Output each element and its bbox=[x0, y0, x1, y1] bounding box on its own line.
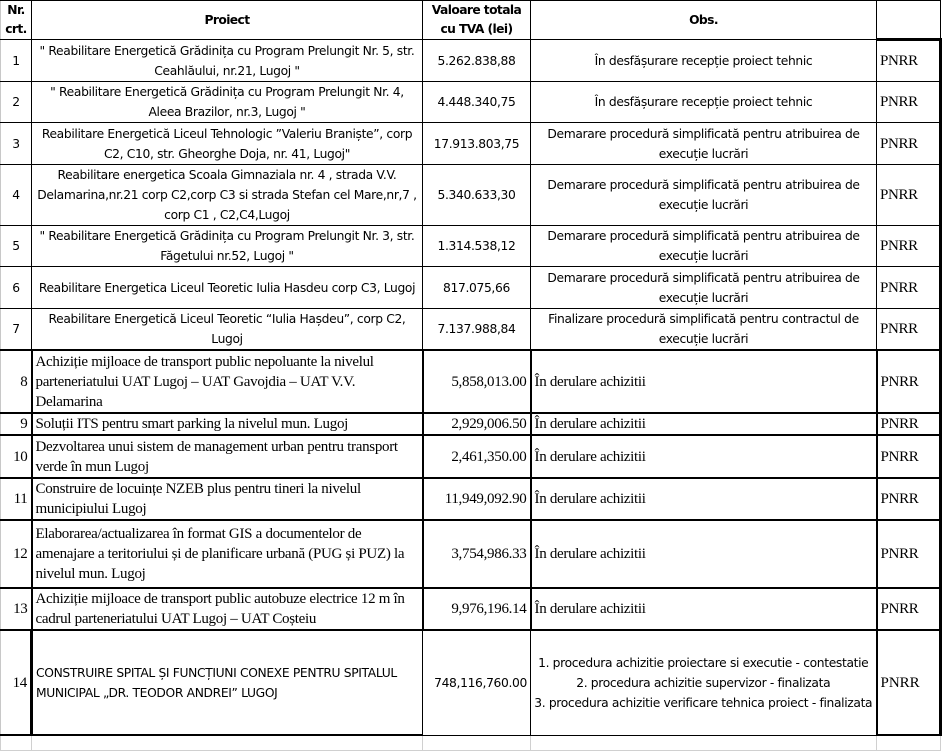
header-nr: Nr. crt. bbox=[1, 1, 32, 40]
table-row bbox=[1, 588, 941, 630]
empty-cell bbox=[877, 735, 941, 751]
empty-cell bbox=[531, 735, 877, 751]
row-funding: PNRR bbox=[877, 309, 941, 351]
row-funding: PNRR bbox=[877, 82, 941, 123]
row-funding: PNRR bbox=[877, 478, 941, 520]
empty-row bbox=[1, 735, 941, 751]
row-obs bbox=[531, 630, 877, 735]
row-value: 11,949,092.90 bbox=[423, 478, 531, 520]
table-row bbox=[1, 350, 941, 413]
row-value: 5,858,013.00 bbox=[423, 350, 531, 413]
empty-cell bbox=[1, 735, 32, 751]
table-row bbox=[1, 520, 941, 588]
row-obs: În derulare achizitii bbox=[531, 435, 877, 478]
row-obs: În derulare achizitii bbox=[531, 588, 877, 630]
row-project: Construire de locuințe NZEB plus pentru tineri la nivelul municipiului Lugoj bbox=[32, 478, 423, 520]
row-funding: PNRR bbox=[877, 588, 941, 630]
row-nr: 14 bbox=[1, 630, 32, 735]
row-nr: 7 bbox=[1, 309, 32, 351]
row-value: 3,754,986.33 bbox=[423, 520, 531, 588]
table-row bbox=[1, 309, 941, 351]
row-project: Reabilitare Energetica Liceul Teoretic Iulia Hasdeu corp C3, Lugoj bbox=[32, 267, 423, 309]
row-value: 1.314.538,12 bbox=[423, 226, 531, 267]
row-obs: În desfășurare recepție proiect tehnic bbox=[531, 82, 877, 123]
row-obs: Demarare procedură simplificată pentru atribuirea de execuție lucrări bbox=[531, 165, 877, 226]
row-obs: În derulare achizitii bbox=[531, 413, 877, 435]
row-nr: 6 bbox=[1, 267, 32, 309]
row-value: 817.075,66 bbox=[423, 267, 531, 309]
row-funding: PNRR bbox=[877, 630, 941, 735]
row-project: Reabilitare Energetică Liceul Tehnologic ”Valeriu Braniște”, corp C2, C10, str. Gheorghe Doja, nr. 41, Lugoj" bbox=[32, 123, 423, 165]
row-funding: PNRR bbox=[877, 350, 941, 413]
row-obs: Demarare procedură simplificată pentru atribuirea de execuție lucrări bbox=[531, 226, 877, 267]
empty-cell bbox=[32, 735, 423, 751]
table-row bbox=[1, 267, 941, 309]
row-project: " Reabilitare Energetică Grădinița cu Program Prelungit Nr. 3, str. Făgetului nr.52, Lugoj " bbox=[32, 226, 423, 267]
row-nr: 1 bbox=[1, 40, 32, 82]
header-row bbox=[1, 1, 941, 40]
row-obs: În derulare achizitii bbox=[531, 350, 877, 413]
header-obs: Obs. bbox=[531, 1, 877, 40]
header-value: Valoare totala cu TVA (lei) bbox=[423, 1, 531, 40]
row-project: Reabilitare energetica Scoala Gimnaziala nr. 4 , strada V.V. Delamarina,nr.21 corp C2,corp C3 si strada Stefan cel Mare,nr,7 , corp C1 , C2,C4,Lugoj bbox=[32, 165, 423, 226]
row-nr: 5 bbox=[1, 226, 32, 267]
row-project: Reabilitare Energetică Liceul Teoretic “Iulia Hașdeu”, corp C2, Lugoj bbox=[32, 309, 423, 351]
obs-line: 2. procedura achizitie supervizor - finalizata bbox=[576, 675, 831, 690]
header-funding bbox=[877, 1, 941, 40]
row-value: 7.137.988,84 bbox=[423, 309, 531, 351]
row-nr: 3 bbox=[1, 123, 32, 165]
table-row bbox=[1, 226, 941, 267]
table-row bbox=[1, 40, 941, 82]
row-nr: 12 bbox=[1, 520, 32, 588]
row-funding: PNRR bbox=[877, 520, 941, 588]
row-value: 2,929,006.50 bbox=[423, 413, 531, 435]
row-nr: 8 bbox=[1, 350, 32, 413]
row-nr: 4 bbox=[1, 165, 32, 226]
table-row bbox=[1, 630, 941, 735]
table-row bbox=[1, 82, 941, 123]
row-nr: 11 bbox=[1, 478, 32, 520]
row-funding: PNRR bbox=[877, 40, 941, 82]
table-row bbox=[1, 123, 941, 165]
row-project: " Reabilitare Energetică Grădinița cu Program Prelungit Nr. 4, Aleea Brazilor, nr.3, Lugoj " bbox=[32, 82, 423, 123]
header-project: Proiect bbox=[32, 1, 423, 40]
row-funding: PNRR bbox=[877, 435, 941, 478]
table-row bbox=[1, 165, 941, 226]
row-value: 5.340.633,30 bbox=[423, 165, 531, 226]
row-obs: În derulare achizitii bbox=[531, 478, 877, 520]
table-row bbox=[1, 413, 941, 435]
obs-line: 3. procedura achizitie verificare tehnica proiect - finalizata bbox=[534, 695, 873, 710]
obs-line: 1. procedura achizitie proiectare si executie - contestatie bbox=[538, 655, 869, 670]
row-funding: PNRR bbox=[877, 165, 941, 226]
row-funding: PNRR bbox=[877, 123, 941, 165]
row-project: CONSTRUIRE SPITAL ȘI FUNCȚIUNI CONEXE PENTRU SPITALUL MUNICIPAL „DR. TEODOR ANDREI” LUGOJ bbox=[32, 630, 423, 735]
row-nr: 9 bbox=[1, 413, 32, 435]
row-nr: 2 bbox=[1, 82, 32, 123]
row-funding: PNRR bbox=[877, 267, 941, 309]
row-obs: În derulare achizitii bbox=[531, 520, 877, 588]
row-obs: Demarare procedură simplificată pentru atribuirea de execuție lucrări bbox=[531, 267, 877, 309]
row-project: " Reabilitare Energetică Grădinița cu Program Prelungit Nr. 5, str. Ceahlăului, nr.21, Lugoj " bbox=[32, 40, 423, 82]
row-project: Dezvoltarea unui sistem de management urban pentru transport verde în mun Lugoj bbox=[32, 435, 423, 478]
row-obs: În desfășurare recepție proiect tehnic bbox=[531, 40, 877, 82]
row-obs: Demarare procedură simplificată pentru atribuirea de execuție lucrări bbox=[531, 123, 877, 165]
row-project: Soluții ITS pentru smart parking la nivelul mun. Lugoj bbox=[32, 413, 423, 435]
row-nr: 13 bbox=[1, 588, 32, 630]
row-nr: 10 bbox=[1, 435, 32, 478]
row-funding: PNRR bbox=[877, 413, 941, 435]
row-value: 748,116,760.00 bbox=[423, 630, 531, 735]
row-project: Achiziție mijloace de transport public autobuze electrice 12 m în cadrul parteneriatului UAT Lugoj – UAT Coșteiu bbox=[32, 588, 423, 630]
row-value: 17.913.803,75 bbox=[423, 123, 531, 165]
row-value: 2,461,350.00 bbox=[423, 435, 531, 478]
row-value: 4.448.340,75 bbox=[423, 82, 531, 123]
empty-cell bbox=[423, 735, 531, 751]
table-row bbox=[1, 435, 941, 478]
row-value: 9,976,196.14 bbox=[423, 588, 531, 630]
row-obs: Finalizare procedură simplificată pentru contractul de execuție lucrări bbox=[531, 309, 877, 351]
row-project: Elaborarea/actualizarea în format GIS a documentelor de amenajare a teritoriului și de planificare urbană (PUG și PUZ) la nivelul mun. Lugoj bbox=[32, 520, 423, 588]
row-project: Achiziție mijloace de transport public nepoluante la nivelul parteneriatului UAT Lugoj – UAT Gavojdia – UAT V.V. Delamarina bbox=[32, 350, 423, 413]
row-funding: PNRR bbox=[877, 226, 941, 267]
row-value: 5.262.838,88 bbox=[423, 40, 531, 82]
table-row bbox=[1, 478, 941, 520]
